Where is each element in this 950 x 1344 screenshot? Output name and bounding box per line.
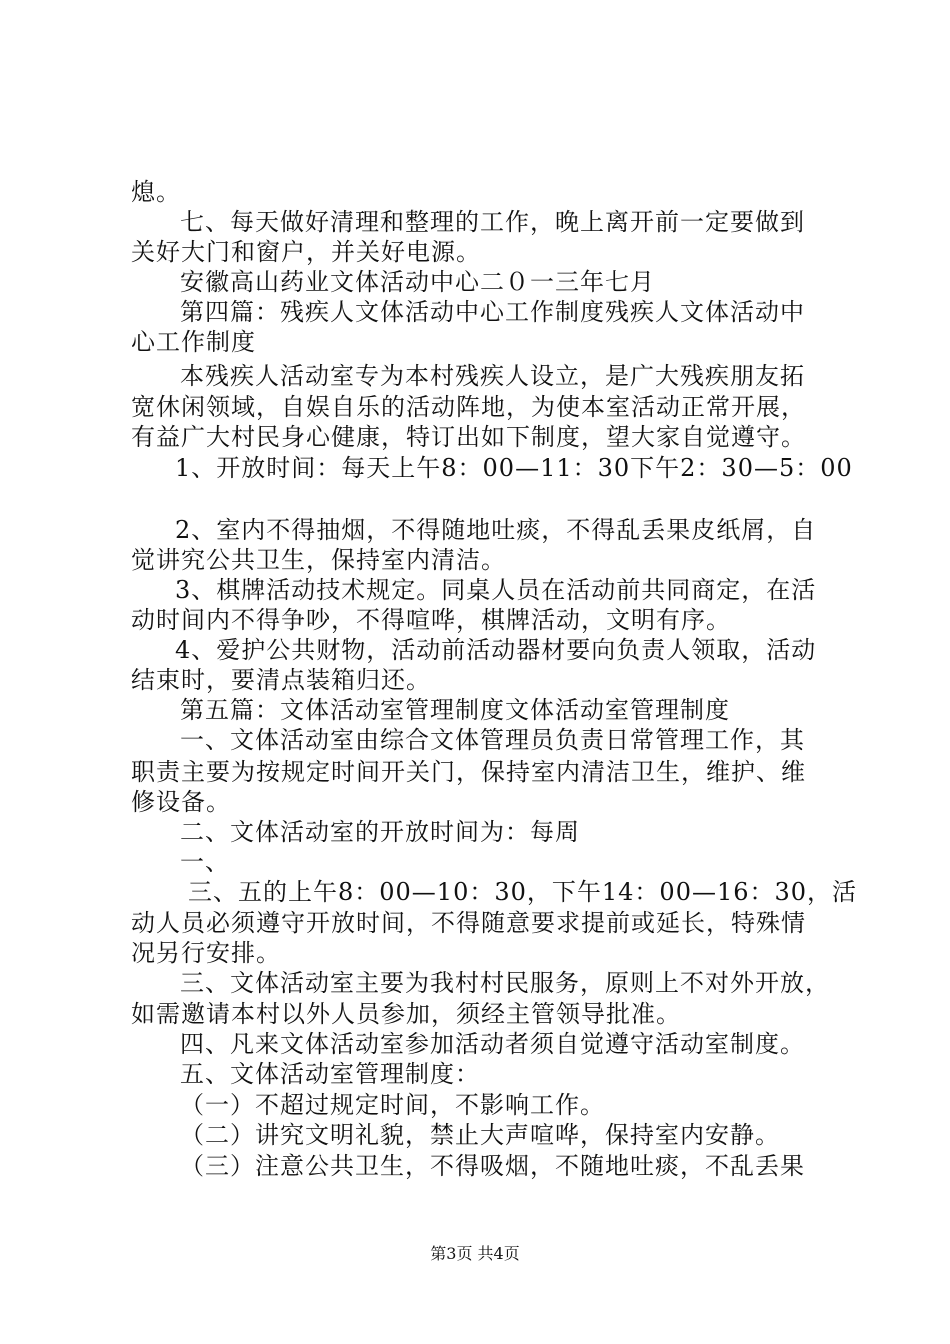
text-line: 觉讲究公共卫生，保持室内清洁。 bbox=[131, 546, 506, 574]
text-line: 一、文体活动室由综合文体管理员负责日常管理工作，其 bbox=[180, 726, 805, 754]
text-line: 动人员必须遵守开放时间，不得随意要求提前或延长，特殊情 bbox=[131, 909, 806, 937]
text-line: （二）讲究文明礼貌，禁止大声喧哗，保持室内安静。 bbox=[180, 1121, 780, 1149]
text-line: 第四篇：残疾人文体活动中心工作制度残疾人文体活动中 bbox=[180, 298, 805, 326]
text-line: 修设备。 bbox=[131, 788, 231, 816]
text-line: 2、室内不得抽烟，不得随地吐痰，不得乱丢果皮纸屑，自 bbox=[175, 516, 817, 544]
text-line: 职责主要为按规定时间开关门，保持室内清洁卫生，维护、维 bbox=[131, 758, 806, 786]
text-line: 4、爱护公共财物，活动前活动器材要向负责人领取，活动 bbox=[175, 636, 817, 664]
text-line: 1、开放时间：每天上午8：00—11：30下午2：30—5：00 bbox=[175, 454, 853, 482]
text-line: 结束时，要清点装箱归还。 bbox=[131, 666, 431, 694]
text-line: 况另行安排。 bbox=[131, 939, 281, 967]
text-line: （一）不超过规定时间，不影响工作。 bbox=[180, 1091, 605, 1119]
text-line: 如需邀请本村以外人员参加，须经主管领导批准。 bbox=[131, 1000, 681, 1028]
text-line: 二、文体活动室的开放时间为：每周 bbox=[180, 818, 580, 846]
page-number-footer: 第3页 共4页 bbox=[430, 1244, 520, 1263]
text-line: 三、五的上午8：00—10：30，下午14：00—16：30，活 bbox=[188, 878, 858, 906]
text-line: 三、文体活动室主要为我村村民服务，原则上不对外开放， bbox=[180, 969, 830, 997]
text-line: 心工作制度 bbox=[131, 328, 256, 356]
text-line: 一、 bbox=[180, 848, 230, 876]
text-line: 宽休闲领域，自娱自乐的活动阵地，为使本室活动正常开展， bbox=[131, 393, 806, 421]
text-line: 有益广大村民身心健康，特订出如下制度，望大家自觉遵守。 bbox=[131, 423, 806, 451]
text-line: 安徽高山药业文体活动中心二０一三年七月 bbox=[180, 268, 655, 296]
text-line: 五、文体活动室管理制度： bbox=[180, 1060, 480, 1088]
text-line: 第五篇：文体活动室管理制度文体活动室管理制度 bbox=[180, 696, 730, 724]
text-line: 七、每天做好清理和整理的工作，晚上离开前一定要做到 bbox=[180, 208, 805, 236]
text-line: 关好大门和窗户，并关好电源。 bbox=[131, 238, 481, 266]
text-line: 四、凡来文体活动室参加活动者须自觉遵守活动室制度。 bbox=[180, 1030, 805, 1058]
text-line: 熄。 bbox=[131, 178, 181, 206]
text-line: （三）注意公共卫生，不得吸烟，不随地吐痰，不乱丢果 bbox=[180, 1152, 805, 1180]
text-line: 动时间内不得争吵，不得喧哗，棋牌活动，文明有序。 bbox=[131, 606, 731, 634]
text-line: 3、棋牌活动技术规定。同桌人员在活动前共同商定，在活 bbox=[175, 576, 817, 604]
text-line: 本残疾人活动室专为本村残疾人设立，是广大残疾朋友拓 bbox=[180, 362, 805, 390]
